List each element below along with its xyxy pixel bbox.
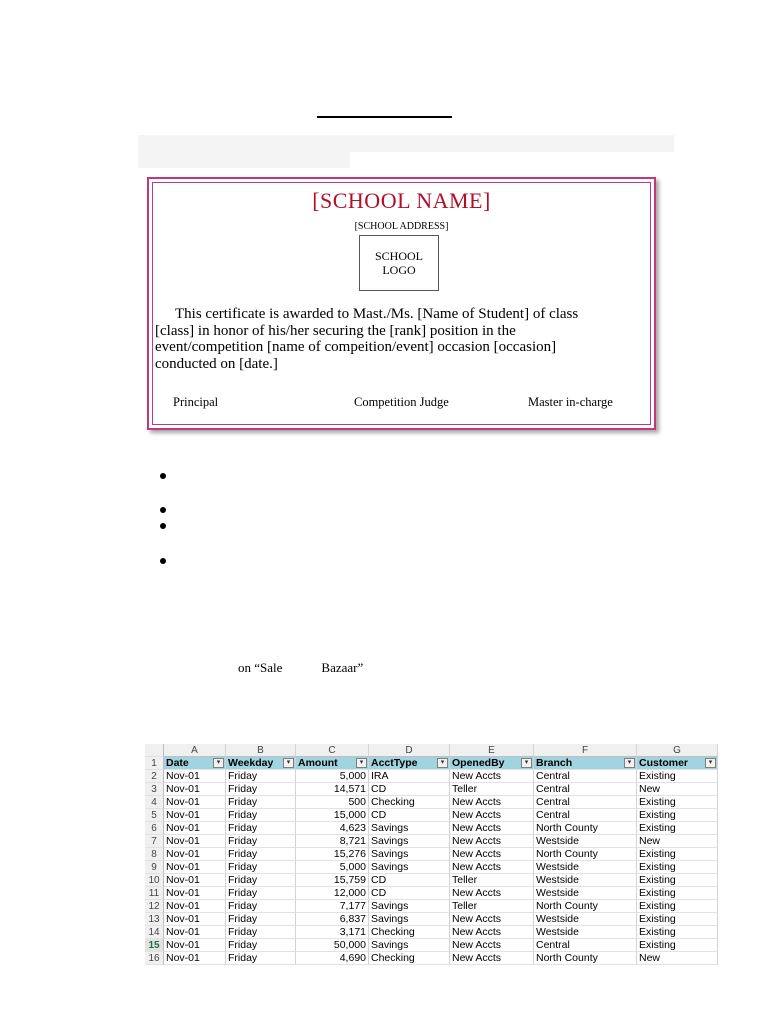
table-cell[interactable]: 8,721 xyxy=(296,835,369,848)
table-cell[interactable]: Friday xyxy=(226,861,296,874)
table-cell[interactable]: Westside xyxy=(534,913,637,926)
table-header-weekday[interactable] xyxy=(226,757,296,770)
table-cell[interactable]: 3,171 xyxy=(296,926,369,939)
table-cell[interactable]: New Accts xyxy=(450,770,534,783)
row-header[interactable]: 15 xyxy=(145,939,164,952)
table-header-amount[interactable] xyxy=(296,757,369,770)
table-cell[interactable]: North County xyxy=(534,952,637,965)
table-cell[interactable]: Existing xyxy=(637,861,718,874)
spreadsheet-grid xyxy=(145,744,718,965)
table-header-accttype[interactable] xyxy=(369,757,450,770)
filter-dropdown-icon[interactable]: ▾ xyxy=(213,758,224,768)
bullet-point xyxy=(160,507,166,513)
table-cell[interactable]: Savings xyxy=(369,848,450,861)
header-label: Customer xyxy=(639,757,689,769)
table-cell[interactable]: New Accts xyxy=(450,939,534,952)
bullet-point xyxy=(160,558,166,564)
table-cell[interactable]: Teller xyxy=(450,783,534,796)
certificate-body-line-2: [class] in honor of his/her securing the [rank] position in the xyxy=(155,322,516,339)
certificate-inner-border xyxy=(152,182,651,425)
header-label: Branch xyxy=(536,757,573,769)
table-cell[interactable]: Savings xyxy=(369,939,450,952)
table-cell[interactable]: New Accts xyxy=(450,861,534,874)
table-cell[interactable]: New Accts xyxy=(450,952,534,965)
table-cell[interactable]: Central xyxy=(534,809,637,822)
table-cell[interactable]: New Accts xyxy=(450,887,534,900)
table-cell[interactable]: 12,000 xyxy=(296,887,369,900)
table-cell[interactable]: Savings xyxy=(369,913,450,926)
table-cell[interactable]: CD xyxy=(369,783,450,796)
table-cell[interactable]: Friday xyxy=(226,913,296,926)
row-header[interactable]: 13 xyxy=(145,913,164,926)
table-cell[interactable]: Friday xyxy=(226,770,296,783)
table-cell[interactable]: 15,000 xyxy=(296,809,369,822)
row-header[interactable]: 14 xyxy=(145,926,164,939)
filter-dropdown-icon[interactable]: ▾ xyxy=(356,758,367,768)
row-header[interactable]: 11 xyxy=(145,887,164,900)
table-cell[interactable]: 7,177 xyxy=(296,900,369,913)
table-cell[interactable]: CD xyxy=(369,887,450,900)
table-cell[interactable]: Friday xyxy=(226,887,296,900)
title-underline xyxy=(317,116,452,118)
table-cell[interactable]: Nov-01 xyxy=(164,874,226,887)
table-cell[interactable]: Friday xyxy=(226,926,296,939)
table-cell[interactable]: New xyxy=(637,952,718,965)
table-cell[interactable]: 5,000 xyxy=(296,861,369,874)
table-cell[interactable]: New Accts xyxy=(450,809,534,822)
table-header-date[interactable] xyxy=(164,757,226,770)
table-cell[interactable]: Nov-01 xyxy=(164,796,226,809)
table-cell[interactable]: Nov-01 xyxy=(164,900,226,913)
table-cell[interactable]: Nov-01 xyxy=(164,926,226,939)
row-header[interactable]: 9 xyxy=(145,861,164,874)
header-label: Date xyxy=(166,757,189,769)
table-cell[interactable]: Central xyxy=(534,770,637,783)
table-cell[interactable]: Existing xyxy=(637,900,718,913)
table-cell[interactable]: Existing xyxy=(637,770,718,783)
table-cell[interactable]: Nov-01 xyxy=(164,770,226,783)
table-cell[interactable]: Friday xyxy=(226,835,296,848)
table-cell[interactable]: 15,759 xyxy=(296,874,369,887)
table-cell[interactable]: Existing xyxy=(637,796,718,809)
table-cell[interactable]: 14,571 xyxy=(296,783,369,796)
table-cell[interactable]: 15,276 xyxy=(296,848,369,861)
signature-principal: Principal xyxy=(173,395,219,409)
row-header[interactable]: 6 xyxy=(145,822,164,835)
column-header-d[interactable]: D xyxy=(369,744,450,757)
column-header-e[interactable]: E xyxy=(450,744,534,757)
row-header[interactable]: 8 xyxy=(145,848,164,861)
table-cell[interactable]: New Accts xyxy=(450,835,534,848)
table-cell[interactable]: New Accts xyxy=(450,796,534,809)
table-cell[interactable]: Savings xyxy=(369,822,450,835)
table-cell[interactable]: Checking xyxy=(369,952,450,965)
table-cell[interactable]: New xyxy=(637,835,718,848)
table-cell[interactable]: 4,690 xyxy=(296,952,369,965)
table-cell[interactable]: Nov-01 xyxy=(164,952,226,965)
school-logo-box xyxy=(359,235,439,291)
table-cell[interactable]: Westside xyxy=(534,861,637,874)
table-cell[interactable]: Savings xyxy=(369,861,450,874)
row-header[interactable]: 3 xyxy=(145,783,164,796)
filter-dropdown-icon[interactable]: ▾ xyxy=(283,758,294,768)
table-cell[interactable]: Teller xyxy=(450,900,534,913)
table-cell[interactable]: New xyxy=(637,783,718,796)
table-cell[interactable]: 500 xyxy=(296,796,369,809)
table-cell[interactable]: 6,837 xyxy=(296,913,369,926)
table-cell[interactable]: IRA xyxy=(369,770,450,783)
table-cell[interactable]: Existing xyxy=(637,939,718,952)
certificate-image xyxy=(147,177,656,430)
header-label: Weekday xyxy=(228,757,274,769)
gray-text-band-short xyxy=(138,152,350,168)
table-cell[interactable]: 5,000 xyxy=(296,770,369,783)
table-cell[interactable]: Existing xyxy=(637,926,718,939)
table-cell[interactable]: Friday xyxy=(226,809,296,822)
table-cell[interactable]: Existing xyxy=(637,809,718,822)
school-name: [SCHOOL NAME] xyxy=(312,188,491,213)
header-label: AcctType xyxy=(371,757,418,769)
column-header-b[interactable]: B xyxy=(226,744,296,757)
table-header-customer[interactable] xyxy=(637,757,718,770)
filter-dropdown-icon[interactable]: ▾ xyxy=(437,758,448,768)
sale-bazaar-text: on “Sale Bazaar” xyxy=(238,660,364,675)
table-cell[interactable]: North County xyxy=(534,822,637,835)
table-cell[interactable]: CD xyxy=(369,874,450,887)
column-header-f[interactable]: F xyxy=(534,744,637,757)
logo-line-2: LOGO xyxy=(382,263,416,277)
select-all-corner[interactable] xyxy=(145,744,164,757)
table-cell[interactable]: 4,623 xyxy=(296,822,369,835)
spreadsheet-screenshot xyxy=(145,744,718,966)
table-cell[interactable]: North County xyxy=(534,848,637,861)
signature-competition-judge: Competition Judge xyxy=(354,395,449,409)
row-header[interactable]: 10 xyxy=(145,874,164,887)
table-cell[interactable]: Nov-01 xyxy=(164,939,226,952)
table-cell[interactable]: Checking xyxy=(369,796,450,809)
row-header[interactable]: 2 xyxy=(145,770,164,783)
table-header-branch[interactable] xyxy=(534,757,637,770)
table-cell[interactable]: Westside xyxy=(534,874,637,887)
table-cell[interactable]: Westside xyxy=(534,926,637,939)
table-cell[interactable]: Nov-01 xyxy=(164,783,226,796)
table-cell[interactable]: Friday xyxy=(226,952,296,965)
logo-line-1: SCHOOL xyxy=(374,249,423,263)
table-cell[interactable]: Friday xyxy=(226,900,296,913)
school-address: [SCHOOL ADDRESS] xyxy=(354,221,449,232)
table-cell[interactable]: Westside xyxy=(534,887,637,900)
table-cell[interactable]: Teller xyxy=(450,874,534,887)
table-cell[interactable]: Central xyxy=(534,939,637,952)
certificate-body xyxy=(155,306,633,372)
table-cell[interactable]: Friday xyxy=(226,939,296,952)
row-header[interactable]: 12 xyxy=(145,900,164,913)
table-cell[interactable]: Existing xyxy=(637,848,718,861)
table-cell[interactable]: Nov-01 xyxy=(164,822,226,835)
bullet-point xyxy=(160,523,166,529)
row-header[interactable]: 5 xyxy=(145,809,164,822)
table-cell[interactable]: CD xyxy=(369,809,450,822)
certificate-body-line-3: event/competition [name of compeition/event] occasion [occasion] xyxy=(155,339,557,355)
row-header[interactable]: 1 xyxy=(145,757,164,770)
table-cell[interactable]: Westside xyxy=(534,835,637,848)
row-header[interactable]: 7 xyxy=(145,835,164,848)
table-cell[interactable]: New Accts xyxy=(450,913,534,926)
table-cell[interactable]: Friday xyxy=(226,874,296,887)
table-cell[interactable]: Savings xyxy=(369,835,450,848)
bullet-point xyxy=(160,473,166,479)
table-cell[interactable]: Nov-01 xyxy=(164,913,226,926)
table-cell[interactable]: Existing xyxy=(637,874,718,887)
table-cell[interactable]: Friday xyxy=(226,848,296,861)
table-cell[interactable]: Central xyxy=(534,783,637,796)
row-header[interactable]: 4 xyxy=(145,796,164,809)
signature-master-in-charge: Master in-charge xyxy=(528,395,613,409)
header-label: Amount xyxy=(298,757,338,769)
certificate-body-line-4: conducted on [date.] xyxy=(155,355,278,372)
table-cell[interactable]: New Accts xyxy=(450,822,534,835)
table-cell[interactable]: Nov-01 xyxy=(164,887,226,900)
table-cell[interactable]: 50,000 xyxy=(296,939,369,952)
header-label: OpenedBy xyxy=(452,757,505,769)
column-header-c[interactable]: C xyxy=(296,744,369,757)
table-cell[interactable]: New Accts xyxy=(450,926,534,939)
table-cell[interactable]: Nov-01 xyxy=(164,861,226,874)
table-cell[interactable]: Friday xyxy=(226,796,296,809)
filter-dropdown-icon[interactable]: ▾ xyxy=(705,758,716,768)
body-line-1-text: This certificate is awarded to Mast./Ms. [Name of Student] of class xyxy=(175,306,579,322)
table-cell[interactable]: Central xyxy=(534,796,637,809)
certificate-body-line-1 xyxy=(155,306,633,323)
table-cell[interactable]: Checking xyxy=(369,926,450,939)
filter-dropdown-icon[interactable]: ▾ xyxy=(521,758,532,768)
table-cell[interactable]: Existing xyxy=(637,822,718,835)
table-cell[interactable]: Existing xyxy=(637,913,718,926)
table-cell[interactable]: Friday xyxy=(226,783,296,796)
column-header-g[interactable]: G xyxy=(637,744,718,757)
table-cell[interactable]: Friday xyxy=(226,822,296,835)
table-cell[interactable]: Nov-01 xyxy=(164,835,226,848)
table-header-openedby[interactable] xyxy=(450,757,534,770)
table-cell[interactable]: Nov-01 xyxy=(164,848,226,861)
gray-text-band xyxy=(138,135,674,152)
table-cell[interactable]: North County xyxy=(534,900,637,913)
table-cell[interactable]: Existing xyxy=(637,887,718,900)
table-cell[interactable]: Savings xyxy=(369,900,450,913)
filter-dropdown-icon[interactable]: ▾ xyxy=(624,758,635,768)
table-cell[interactable]: New Accts xyxy=(450,848,534,861)
table-cell[interactable]: Nov-01 xyxy=(164,809,226,822)
column-header-a[interactable]: A xyxy=(164,744,226,757)
row-header[interactable]: 16 xyxy=(145,952,164,965)
